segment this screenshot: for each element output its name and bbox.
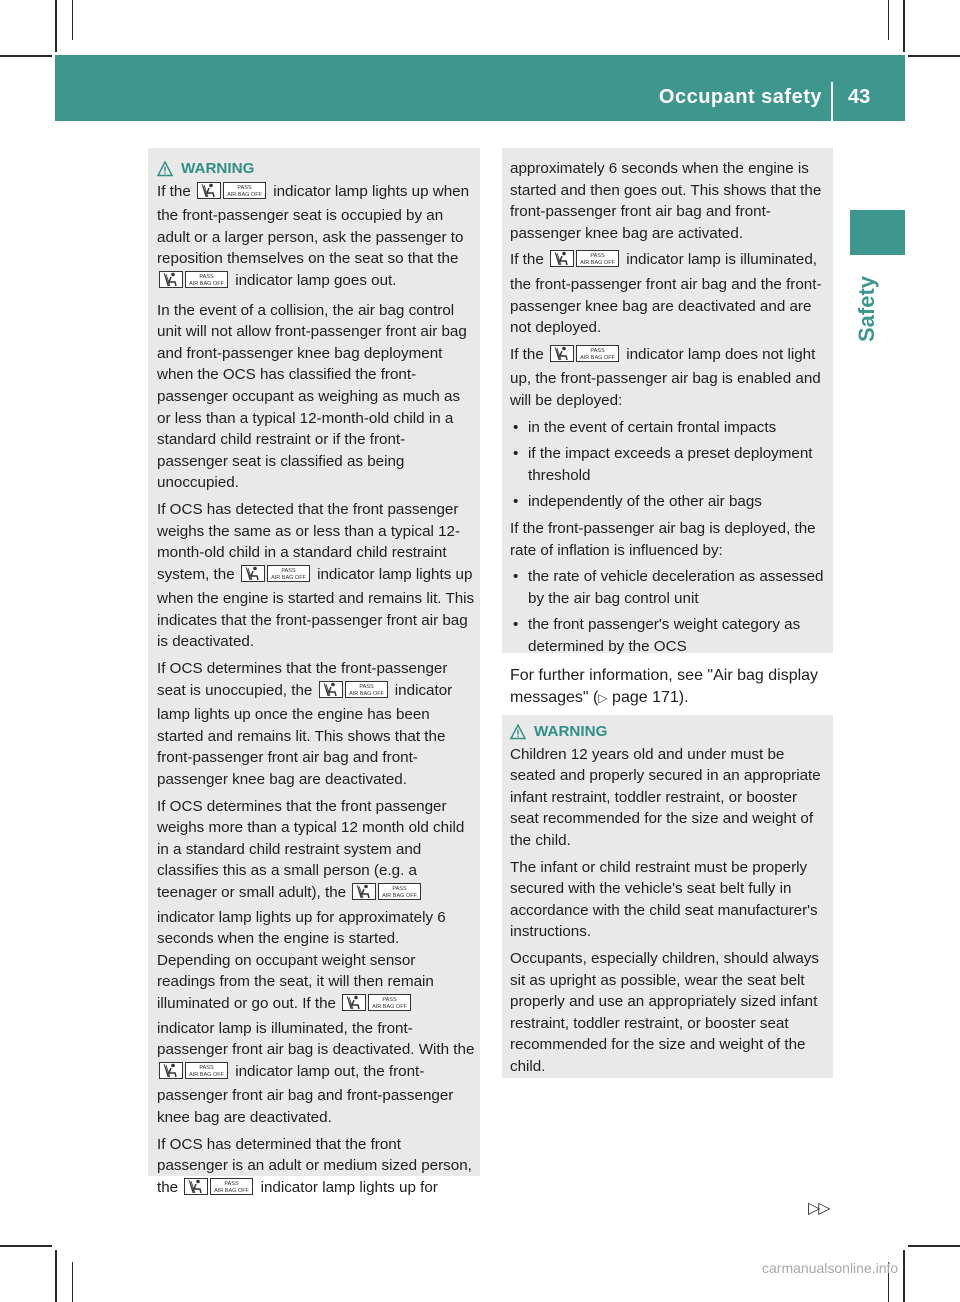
pass-air-bag-off-lamp-icon	[184, 1178, 254, 1202]
body-paragraph: approximately 6 seconds when the engine is started and then goes out. This shows that the front-passenger front air bag and front-passenger knee bag are activated.	[510, 160, 822, 242]
crop-mark	[72, 0, 73, 40]
pass-air-bag-off-lamp-icon	[342, 994, 412, 1018]
pass-air-bag-off-lamp-icon	[197, 182, 267, 206]
section-label: Safety	[854, 275, 879, 342]
list-item: • the front passenger's weight category as determined by the OCS	[510, 614, 828, 657]
warning-paragraph: If OCS determines that the front passenger weighs more than a typical 12 month old child in a standard child restraint system and classifies this as a small person (e.g. a teenager or small adult), the PASS AIR BAG OFF indicator lamp lights up for approximately 6 seconds when the engine is started. Depending on occupant weight sensor readings from the seat, it will then remain illuminated or go out. If the PASS AIR BAG OFF indicator lamp is illuminated, the front-passenger front air bag is deactivated. With the PASS AIR BAG OFF indicator lamp out, the front-passenger front air bag and front-passenger knee bag are deactivated.	[157, 797, 475, 1126]
crop-mark	[0, 55, 52, 57]
warning-paragraph: In the event of a collision, the air bag control unit will not allow front-passenger front air bag and front-passenger knee bag deployment when the OCS has classified the front-passenger occupant as weighing as much as or less than a typical 12-month-old child in a standard child restraint or if the front-passenger seat is classified as being unoccupied.	[157, 301, 467, 492]
pass-air-bag-off-lamp-icon	[241, 565, 311, 589]
svg-text:PASS: PASS	[281, 567, 296, 574]
svg-text:AIR BAG OFF: AIR BAG OFF	[227, 191, 262, 198]
header-divider	[831, 82, 833, 121]
crop-mark	[0, 1245, 52, 1247]
svg-text:AIR BAG OFF: AIR BAG OFF	[189, 280, 224, 287]
svg-text:AIR BAG OFF: AIR BAG OFF	[214, 1187, 250, 1194]
footer-watermark[interactable]: carmanualsonline.info	[762, 1260, 899, 1276]
warning-paragraph: The infant or child restraint must be properly secured with the vehicle's seat belt fully in accordance with the child seat manufacturer's instructions.	[510, 858, 818, 941]
crop-mark	[888, 0, 889, 40]
bullet-list	[510, 566, 828, 657]
crop-mark	[55, 0, 57, 52]
svg-text:PASS: PASS	[392, 886, 407, 892]
page-reference-arrow-icon: ▷	[598, 691, 608, 705]
pass-air-bag-off-lamp-icon	[319, 681, 389, 705]
svg-text:PASS: PASS	[199, 1064, 214, 1071]
svg-text:PASS: PASS	[382, 996, 397, 1003]
crop-mark	[903, 0, 905, 52]
svg-text:PASS: PASS	[590, 347, 605, 354]
right-info-content	[510, 158, 828, 662]
crop-mark	[908, 55, 960, 57]
svg-text:AIR BAG OFF: AIR BAG OFF	[372, 1003, 408, 1010]
list-item: • the rate of vehicle deceleration as assessed by the air bag control unit	[510, 566, 828, 609]
pass-air-bag-off-lamp-icon	[550, 250, 620, 274]
page-reference-link[interactable]: page 171).	[607, 689, 689, 706]
page-number: 43	[848, 86, 871, 108]
svg-text:PASS: PASS	[224, 1180, 239, 1187]
pass-air-bag-off-lamp-icon	[159, 271, 229, 295]
warning-paragraph: If OCS has detected that the front passenger weighs the same as or less than a typical 12-month-old child in a standard child restraint system, the PASS AIR BAG OFF indicator lamp lights up when the engine is started and remains lit. This indicates that the front-passenger front air bag is deactivated.	[157, 500, 475, 651]
further-info-paragraph: For further information, see "Air bag display messages" (▷ page 171).	[510, 667, 819, 706]
list-item: • if the impact exceeds a preset deployment threshold	[510, 443, 828, 486]
section-tab	[850, 210, 905, 255]
warning-paragraph: If OCS determines that the front-passenger seat is unoccupied, the PASS AIR BAG OFF indicator lamp lights up once the engine has been started and remains lit. This shows that the front-passenger front air bag and front-passenger knee bag are deactivated.	[157, 660, 453, 789]
warning-paragraph: If OCS has determined that the front passenger is an adult or medium sized person, the PASS AIR BAG OFF indicator lamp lights up for	[157, 1134, 475, 1202]
list-item: • in the event of certain frontal impacts	[510, 417, 828, 439]
svg-text:AIR BAG OFF: AIR BAG OFF	[382, 893, 418, 899]
left-warning-content	[157, 158, 475, 1206]
pass-air-bag-off-lamp-icon	[159, 1062, 229, 1086]
crop-mark	[55, 1250, 57, 1302]
crop-mark	[903, 1250, 905, 1302]
warning-paragraph: If the PASS AIR BAG OFF indicator lamp lights up when the front-passenger seat is occupied by an adult or a larger person, ask the passenger to reposition themselves on the seat so that the PASS AIR BAG OFF indicator lamp goes out.	[157, 181, 475, 295]
svg-text:PASS: PASS	[590, 253, 605, 260]
body-paragraph: If the front-passenger air bag is deployed, the rate of inflation is influenced by:	[510, 519, 816, 559]
svg-text:PASS: PASS	[199, 273, 214, 280]
svg-text:AIR BAG OFF: AIR BAG OFF	[348, 690, 384, 697]
warning-heading: WARNING	[157, 158, 475, 180]
warning-heading: WARNING	[510, 721, 828, 743]
warning-paragraph: Children 12 years old and under must be seated and properly secured in an appropriate infant restraint, toddler restraint, or booster seat recommended for the size and weight of the child.	[510, 745, 821, 849]
svg-text:AIR BAG OFF: AIR BAG OFF	[580, 260, 615, 267]
svg-text:AIR BAG OFF: AIR BAG OFF	[270, 574, 306, 581]
continued-marker: ▷▷	[808, 1200, 829, 1217]
crop-mark	[908, 1245, 960, 1247]
page-title: Occupant safety	[658, 86, 822, 108]
warning-triangle-icon	[510, 724, 526, 740]
svg-text:PASS: PASS	[237, 184, 252, 191]
bullet-list	[510, 417, 828, 513]
crop-mark	[72, 1262, 73, 1302]
svg-text:AIR BAG OFF: AIR BAG OFF	[580, 354, 615, 361]
pass-air-bag-off-lamp-icon	[550, 345, 620, 369]
warning-triangle-icon	[157, 161, 173, 177]
svg-text:PASS: PASS	[358, 683, 374, 690]
body-paragraph: If the PASS AIR BAG OFF indicator lamp does not light up, the front-passenger air bag is enabled and will be deployed:	[510, 345, 821, 409]
warning-paragraph: Occupants, especially children, should always sit as upright as possible, wear the seat belt properly and use an appropriately sized infant restraint, toddler restraint, or booster seat recommended for the size and weight of the child.	[510, 949, 819, 1075]
right-warning-content	[510, 721, 828, 1083]
svg-text:AIR BAG OFF: AIR BAG OFF	[189, 1071, 224, 1078]
list-item: • independently of the other air bags	[510, 491, 828, 513]
body-paragraph: If the PASS AIR BAG OFF indicator lamp is illuminated, the front-passenger front air bag and the front-passenger knee bag are deactivated and are not deployed.	[510, 251, 822, 337]
pass-air-bag-off-lamp-icon	[352, 883, 422, 907]
